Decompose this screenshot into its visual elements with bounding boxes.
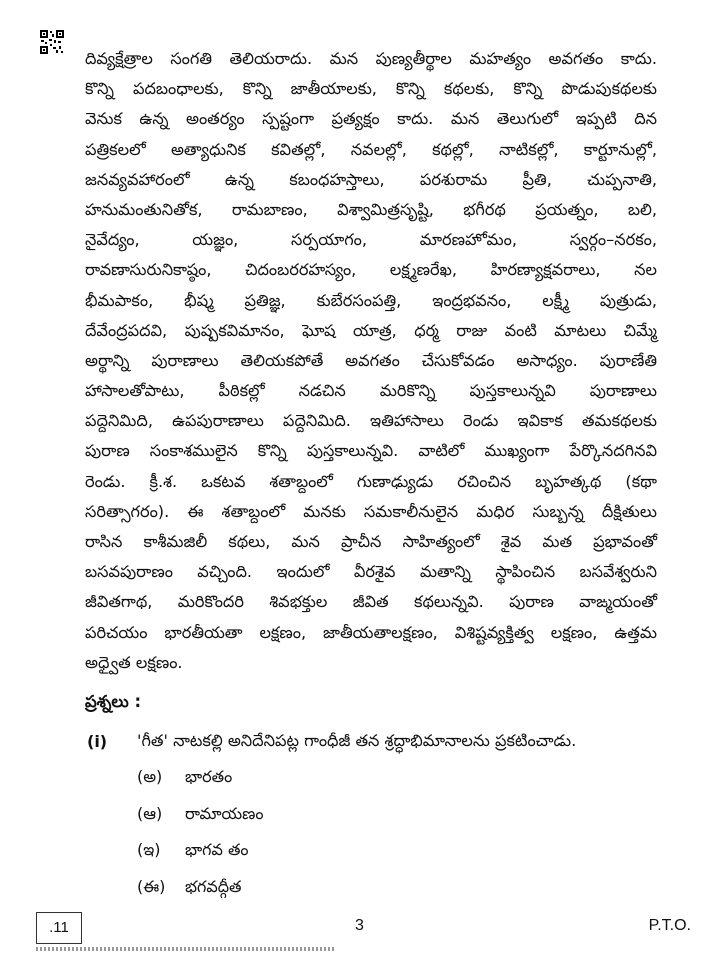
questions-heading: ప్రశ్నలు : [85,692,142,711]
option-label: భాగవ తం [185,840,249,859]
passage-line: వెనుక ఉన్న అంతర్యం స్పష్టంగా ప్రత్యక్షం కాదు. మన తెలుగులో ఇప్పటి దిన [85,109,657,129]
passage-line: జనవ్యవహారంలో ఉన్న కబంధహస్తాలు, పరశురామ ప్రీతి, చుప్పనాతి, [85,169,657,189]
passage-paragraph [85,44,657,678]
passage-line: పత్రికలలో అత్యాధునిక కవితల్లో, నవలల్లో, కథల్లో, నాటికల్లో, కార్టూనుల్లో, [85,139,657,159]
paper-code-box: .11 [36,912,82,944]
qr-code-icon [40,30,64,54]
page-number: 3 [355,917,364,934]
option-b [137,804,263,827]
question-text: 'గీత' నాటకల్లి అనిదేనిపట్ల గాంధీజీ తన శ్రద్ధాభిమానాలను ప్రకటించాడు. [137,731,577,750]
passage-line: హనుమంతునితోక, రామబాణం, విశ్వామిత్రసృష్టి, భగీరథ ప్రయత్నం, బలి, [85,199,657,219]
passage-line: భీమపాకం, భీష్మ ప్రతిజ్ఞ, కుబేరసంపత్తి, ఇంద్రభవనం, లక్ష్మీ పుత్రుడు, [85,290,657,310]
option-label: రామాయణం [185,804,264,823]
passage-line: హాసాలతోపాటు, పీఠికల్లో నడచిన మరికొన్ని పుస్తకాలున్నవి పురాణాలు [85,381,657,401]
passage-line: పురాణ సంకాశములైన కొన్ని పుస్తకాలున్నవి. వాటిలో ముఖ్యంగా పేర్కొనదగినవి [85,441,657,461]
passage-line: పరిచయం భారతీయతా లక్షణం, జాతీయతాలక్షణం, విశిష్టవ్యక్తిత్వ లక్షణం, ఉత్తమ [85,622,657,642]
please-turn-over: P.T.O. [648,917,691,934]
option-c [137,840,249,863]
passage-line: రాసిన కాశీమజిలీ కథలు, మన ప్రాచీన సాహిత్యంలో శైవ మత ప్రభావంతో [85,532,657,551]
option-marker: (అ) [137,767,163,786]
passage-line: దివ్యక్షేత్రాల సంగతి తెలియరాదు. మన పుణ్యతీర్థాల మహత్యం అవగతం కాదు. [85,49,657,68]
passage-line: నైవేద్యం, యజ్ఞం, సర్పయాగం, మారణహోమం, స్వర్గం–నరకం, [85,230,657,250]
passage-line: అర్థాన్ని పురాణాలు తెలియకపోతే అవగతం చేసుకోవడం అసాధ్యం. పురాణేతి [85,350,657,370]
passage-line: రావణాసురునికాష్ఠం, చిదంబరరహస్యం, లక్ష్మణరేఖ, హిరణ్యాక్షవరాలు, నల [85,260,657,280]
passage-line: సరిత్సాగరం). ఈ శతాబ్దంలో మనకు సమకాలీనులైన మధిర సుబ్బన్న దీక్షితులు [85,501,657,521]
passage-line: దేవేంద్రపదవి, పుష్పకవిమానం, ఘోష యాత్ర, ధర్మ రాజు వంటి మాటలు చిమ్మే [85,320,657,340]
passage-line: పద్దెనిమిది, ఉపపురాణాలు పద్దెనిమిది. ఇతిహాసాలు రెండు ఇవికాక తమకథలకు [85,411,657,431]
option-label: భగవద్గీత [185,877,242,896]
footer-microtext-strip [36,947,336,951]
passage-line: బసవపురాణం వచ్చింది. ఇందులో వీరశైవ మతాన్ని స్థాపించిన బసవేశ్వరుని [85,562,657,582]
option-marker: (ఈ) [137,877,166,896]
question-number: (i) [87,732,108,751]
passage-line: రెండు. క్రీ.శ. ఒకటవ శతాబ్దంలో గుణాఢ్యుడు రచించిన బృహత్కథ (కథా [85,471,657,491]
option-d [137,877,241,900]
passage-line: అధ్వైత లక్షణం. [85,652,183,672]
option-marker: (ఇ) [137,840,161,859]
option-label: భారతం [185,767,233,786]
option-marker: (ఆ) [137,804,163,823]
option-a [137,767,232,790]
passage-line: జీవితగాథ, మరికొందరి శివభక్తుల జీవిత కథలున్నవి. పురాణ వాఙ్మయంతో [85,592,657,612]
passage-line: కొన్ని పదబంధాలకు, కొన్ని జాతీయాలకు, కొన్ని కథలకు, కొన్ని పొడుపుకథలకు [85,79,657,99]
